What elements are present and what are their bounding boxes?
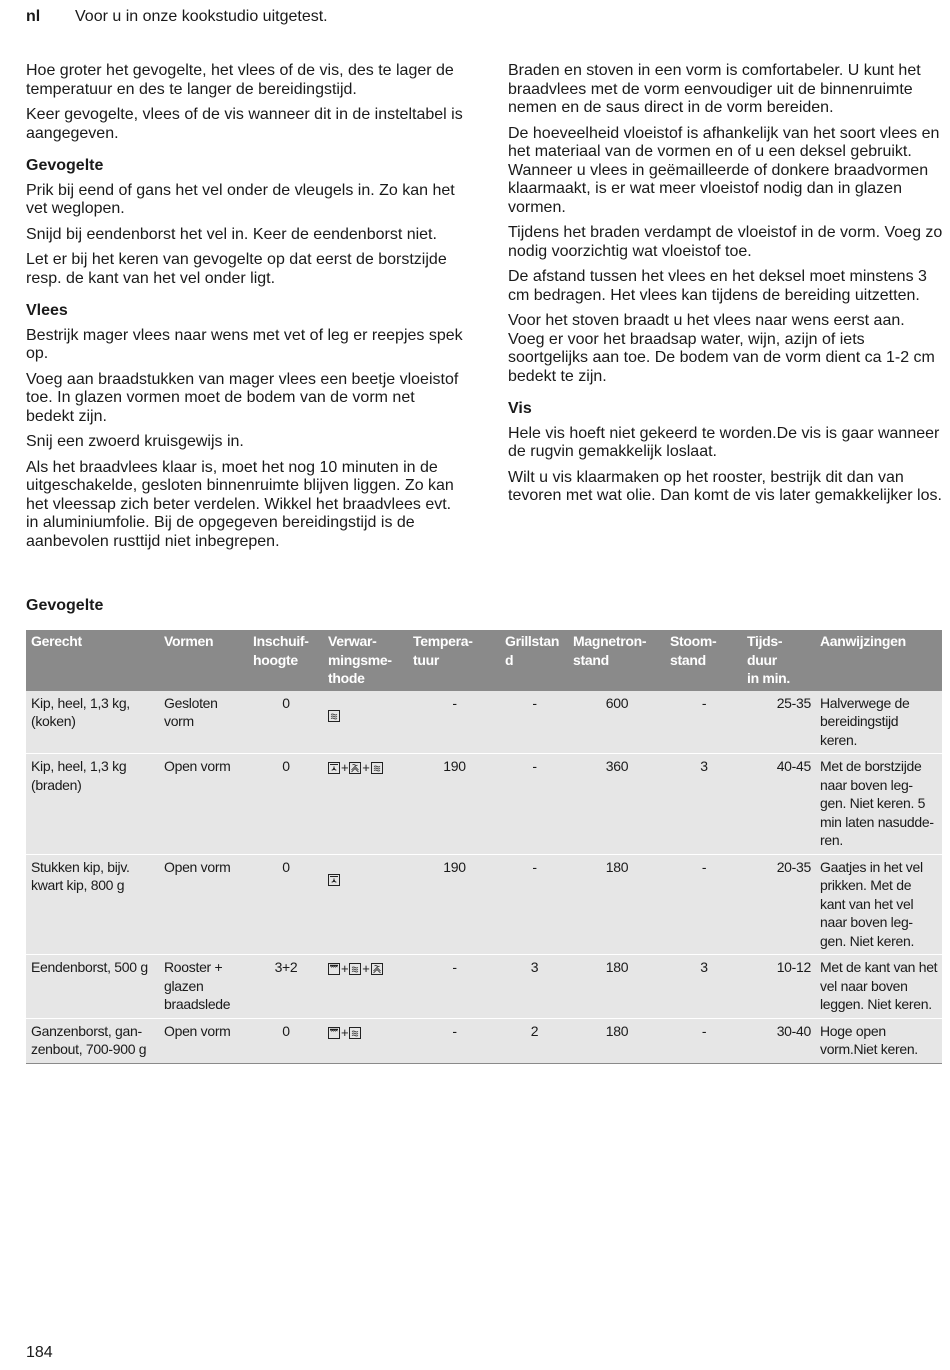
- right-paragraph-4: De afstand tussen het vlees en het deksel moet minstens 3 cm bedragen. Het vlees kan tijdens de bereiding uitzetten.: [508, 268, 927, 304]
- hot-air-icon: [328, 874, 340, 886]
- cell-temperatuur: 190: [408, 854, 500, 955]
- cell-grillstand: 2: [500, 1018, 568, 1063]
- cell-tijdsduur: 20-35: [742, 854, 815, 955]
- right-paragraph-1: Braden en stoven in een vorm is comfortabeler. U kunt het braadvlees met de vorm eenvoudiger uit de binnenruimte nemen en de saus direct in de vorm bereiden.: [508, 62, 921, 116]
- right-column: [508, 62, 944, 513]
- vis-paragraph-2: Wilt u vis klaarmaken op het rooster, bestrijk dit dan van tevoren met wat olie. Dan komt de vis later gemakkelijker los.: [508, 468, 942, 504]
- cell-tijdsduur: 25-35: [742, 691, 815, 754]
- header-tijdsduur-label: Tijds-duur: [747, 633, 783, 668]
- microwave-icon: [371, 762, 383, 774]
- cell-grillstand: 3: [500, 955, 568, 1019]
- right-paragraph-3: Tijdens het braden verdampt de vloeistof in de vorm. Voeg zo nodig voorzichtig wat vloeistof toe.: [508, 224, 943, 260]
- table-title: Gevogelte: [26, 597, 104, 614]
- cell-temperatuur: -: [408, 1018, 500, 1063]
- cell-magnetronstand: 360: [568, 754, 665, 855]
- cell-tijdsduur: 10-12: [742, 955, 815, 1019]
- vis-paragraph-1: Hele vis hoeft niet gekeerd te worden.De vis is gaar wanneer de rugvin gemakkelijk loslaat.: [508, 424, 940, 460]
- left-column: [26, 62, 464, 558]
- plus-sign: +: [362, 760, 370, 775]
- table-header-row: [26, 630, 942, 691]
- vlees-paragraph-4: Als het braadvlees klaar is, moet het nog 10 minuten in de uitgeschakelde, gesloten binnenruimte blijven liggen. Zo kan het vleessap zich beter verdelen. Wikkel het braadvlees evt. in aluminiumfolie. Bij de opgegeven bereidingstijd is de aanbevolen rusttijd niet inbegrepen.: [26, 458, 454, 550]
- cell-temperatuur: -: [408, 955, 500, 1019]
- microwave-icon: [328, 710, 340, 722]
- microwave-icon: [349, 963, 361, 975]
- intro-paragraph-1: Hoe groter het gevogelte, het vlees of de vis, des te lager de temperatuur en des te langer de bereidingstijd.: [26, 62, 454, 98]
- heading-vis: Vis: [508, 400, 532, 417]
- header-magnetronstand: Magnetron-stand: [568, 630, 665, 691]
- heating-method-icons: [328, 710, 340, 722]
- table-row: [26, 854, 942, 955]
- cell-inschuifhoogte: 0: [248, 854, 323, 955]
- cell-inschuifhoogte: 0: [248, 691, 323, 754]
- heading-vlees: Vlees: [26, 302, 68, 319]
- header-stoomstand: Stoom-stand: [665, 630, 742, 691]
- heating-method-icons: [328, 1024, 361, 1043]
- gevogelte-paragraph-1: Prik bij eend of gans het vel onder de vleugels in. Zo kan het vet weglopen.: [26, 181, 455, 217]
- cell-aanwijzingen: Hoge open vorm.Niet keren.: [815, 1018, 942, 1063]
- plus-sign: +: [341, 961, 349, 976]
- cell-inschuifhoogte: 0: [248, 754, 323, 855]
- steam-icon: [349, 762, 361, 774]
- cell-vormen: Open vorm: [159, 754, 248, 855]
- cell-aanwijzingen: Met de kant van het vel naar boven leggen. Niet keren.: [815, 955, 942, 1019]
- cell-gerecht: Stukken kip, bijv. kwart kip, 800 g: [26, 854, 159, 955]
- table-body: [26, 691, 942, 1064]
- page-header: [26, 8, 328, 26]
- cell-verwarmingsmethode: [323, 754, 408, 855]
- page-number: 184: [26, 1344, 53, 1361]
- cell-aanwijzingen: Halverwege de bereidingstijd keren.: [815, 691, 942, 754]
- header-temperatuur: Tempera-tuur: [408, 630, 500, 691]
- vlees-paragraph-2: Voeg aan braadstukken van mager vlees een beetje vloeistof toe. In glazen vormen moet de bodem van de vorm net bedekt zijn.: [26, 370, 459, 425]
- cell-vormen: Gesloten vorm: [159, 691, 248, 754]
- cell-vormen: Open vorm: [159, 1018, 248, 1063]
- cell-gerecht: Eendenborst, 500 g: [26, 955, 159, 1019]
- cell-stoomstand: -: [665, 854, 742, 955]
- header-tijdsduur: [742, 630, 815, 691]
- hot-air-icon: [328, 762, 340, 774]
- cell-grillstand: -: [500, 754, 568, 855]
- cell-verwarmingsmethode: [323, 854, 408, 955]
- header-vormen: Vormen: [159, 630, 248, 691]
- grill-icon: [328, 963, 340, 975]
- intro-paragraph-2: Keer gevogelte, vlees of de vis wanneer dit in de insteltabel is aangegeven.: [26, 106, 463, 142]
- heating-method-icons: [328, 759, 383, 778]
- right-paragraph-2: De hoeveelheid vloeistof is afhankelijk van het soort vlees en het materiaal van de vormen en of u een deksel gebruikt. Wanneer u vlees in geëmailleerde of donkere braadvormen klaarmaakt, is er wat meer vloeistof nodig dan in glazen vormen.: [508, 124, 940, 216]
- cell-gerecht: Ganzenborst, gan-zenbout, 700-900 g: [26, 1018, 159, 1063]
- grill-icon: [328, 1027, 340, 1039]
- cell-gerecht: Kip, heel, 1,3 kg, (koken): [26, 691, 159, 754]
- cell-magnetronstand: 180: [568, 955, 665, 1019]
- cell-magnetronstand: 180: [568, 854, 665, 955]
- header-verwarmingsmethode: Verwar-mingsme-thode: [323, 630, 408, 691]
- heading-gevogelte: Gevogelte: [26, 157, 104, 174]
- plus-sign: +: [341, 1024, 349, 1040]
- cell-inschuifhoogte: 0: [248, 1018, 323, 1063]
- cell-stoomstand: -: [665, 691, 742, 754]
- vlees-paragraph-3: Snij een zwoerd kruisgewijs in.: [26, 433, 244, 450]
- right-paragraph-5: Voor het stoven braadt u het vlees naar wens eerst aan. Voeg er voor het braadsap water, wijn, azijn of iets soortgelijks aan toe. De bodem van de vorm dient ca 1-2 cm bedekt te zijn.: [508, 312, 935, 385]
- cell-magnetronstand: 600: [568, 691, 665, 754]
- cell-grillstand: -: [500, 854, 568, 955]
- vlees-paragraph-1: Bestrijk mager vlees naar wens met vet of leg er reepjes spek op.: [26, 326, 463, 362]
- table-row: [26, 691, 942, 754]
- header-tijdsduur-unit: in min.: [747, 670, 791, 686]
- cell-verwarmingsmethode: [323, 955, 408, 1019]
- cell-magnetronstand: 180: [568, 1018, 665, 1063]
- heating-method-icons: [328, 874, 340, 886]
- table-row: [26, 1018, 942, 1063]
- plus-sign: +: [362, 961, 370, 976]
- cell-verwarmingsmethode: [323, 1018, 408, 1063]
- cell-temperatuur: -: [408, 691, 500, 754]
- cell-grillstand: -: [500, 691, 568, 754]
- settings-table: [26, 630, 942, 1064]
- cell-tijdsduur: 40-45: [742, 754, 815, 855]
- header-title: Voor u in onze kookstudio uitgetest.: [75, 8, 328, 25]
- header-gerecht: Gerecht: [26, 630, 159, 691]
- header-inschuifhoogte: Inschuif-hoogte: [248, 630, 323, 691]
- cell-stoomstand: 3: [665, 955, 742, 1019]
- plus-sign: +: [341, 760, 349, 775]
- language-label: nl: [26, 8, 41, 25]
- cell-tijdsduur: 30-40: [742, 1018, 815, 1063]
- cell-aanwijzingen: Gaatjes in het vel prikken. Met de kant van het vel naar boven leg-gen. Niet keren.: [815, 854, 942, 955]
- cell-gerecht: Kip, heel, 1,3 kg (braden): [26, 754, 159, 855]
- header-grillstand: Grillstan d: [500, 630, 568, 691]
- cell-vormen: Rooster + glazen braadslede: [159, 955, 248, 1019]
- header-aanwijzingen: Aanwijzingen: [815, 630, 942, 691]
- table-row: [26, 754, 942, 855]
- cell-verwarmingsmethode: [323, 691, 408, 754]
- heating-method-icons: [328, 960, 383, 979]
- steam-icon: [371, 963, 383, 975]
- gevogelte-paragraph-2: Snijd bij eendenborst het vel in. Keer de eendenborst niet.: [26, 225, 437, 243]
- cell-stoomstand: 3: [665, 754, 742, 855]
- microwave-icon: [349, 1027, 361, 1039]
- table-row: [26, 955, 942, 1019]
- cell-aanwijzingen: Met de borstzijde naar boven leg-gen. Niet keren. 5 min laten nasudde-ren.: [815, 754, 942, 855]
- cell-inschuifhoogte: 3+2: [248, 955, 323, 1019]
- cell-temperatuur: 190: [408, 754, 500, 855]
- gevogelte-paragraph-3: Let er bij het keren van gevogelte op dat eerst de borstzijde resp. de kant van het vel onder ligt.: [26, 251, 447, 287]
- cell-vormen: Open vorm: [159, 854, 248, 955]
- cell-stoomstand: -: [665, 1018, 742, 1063]
